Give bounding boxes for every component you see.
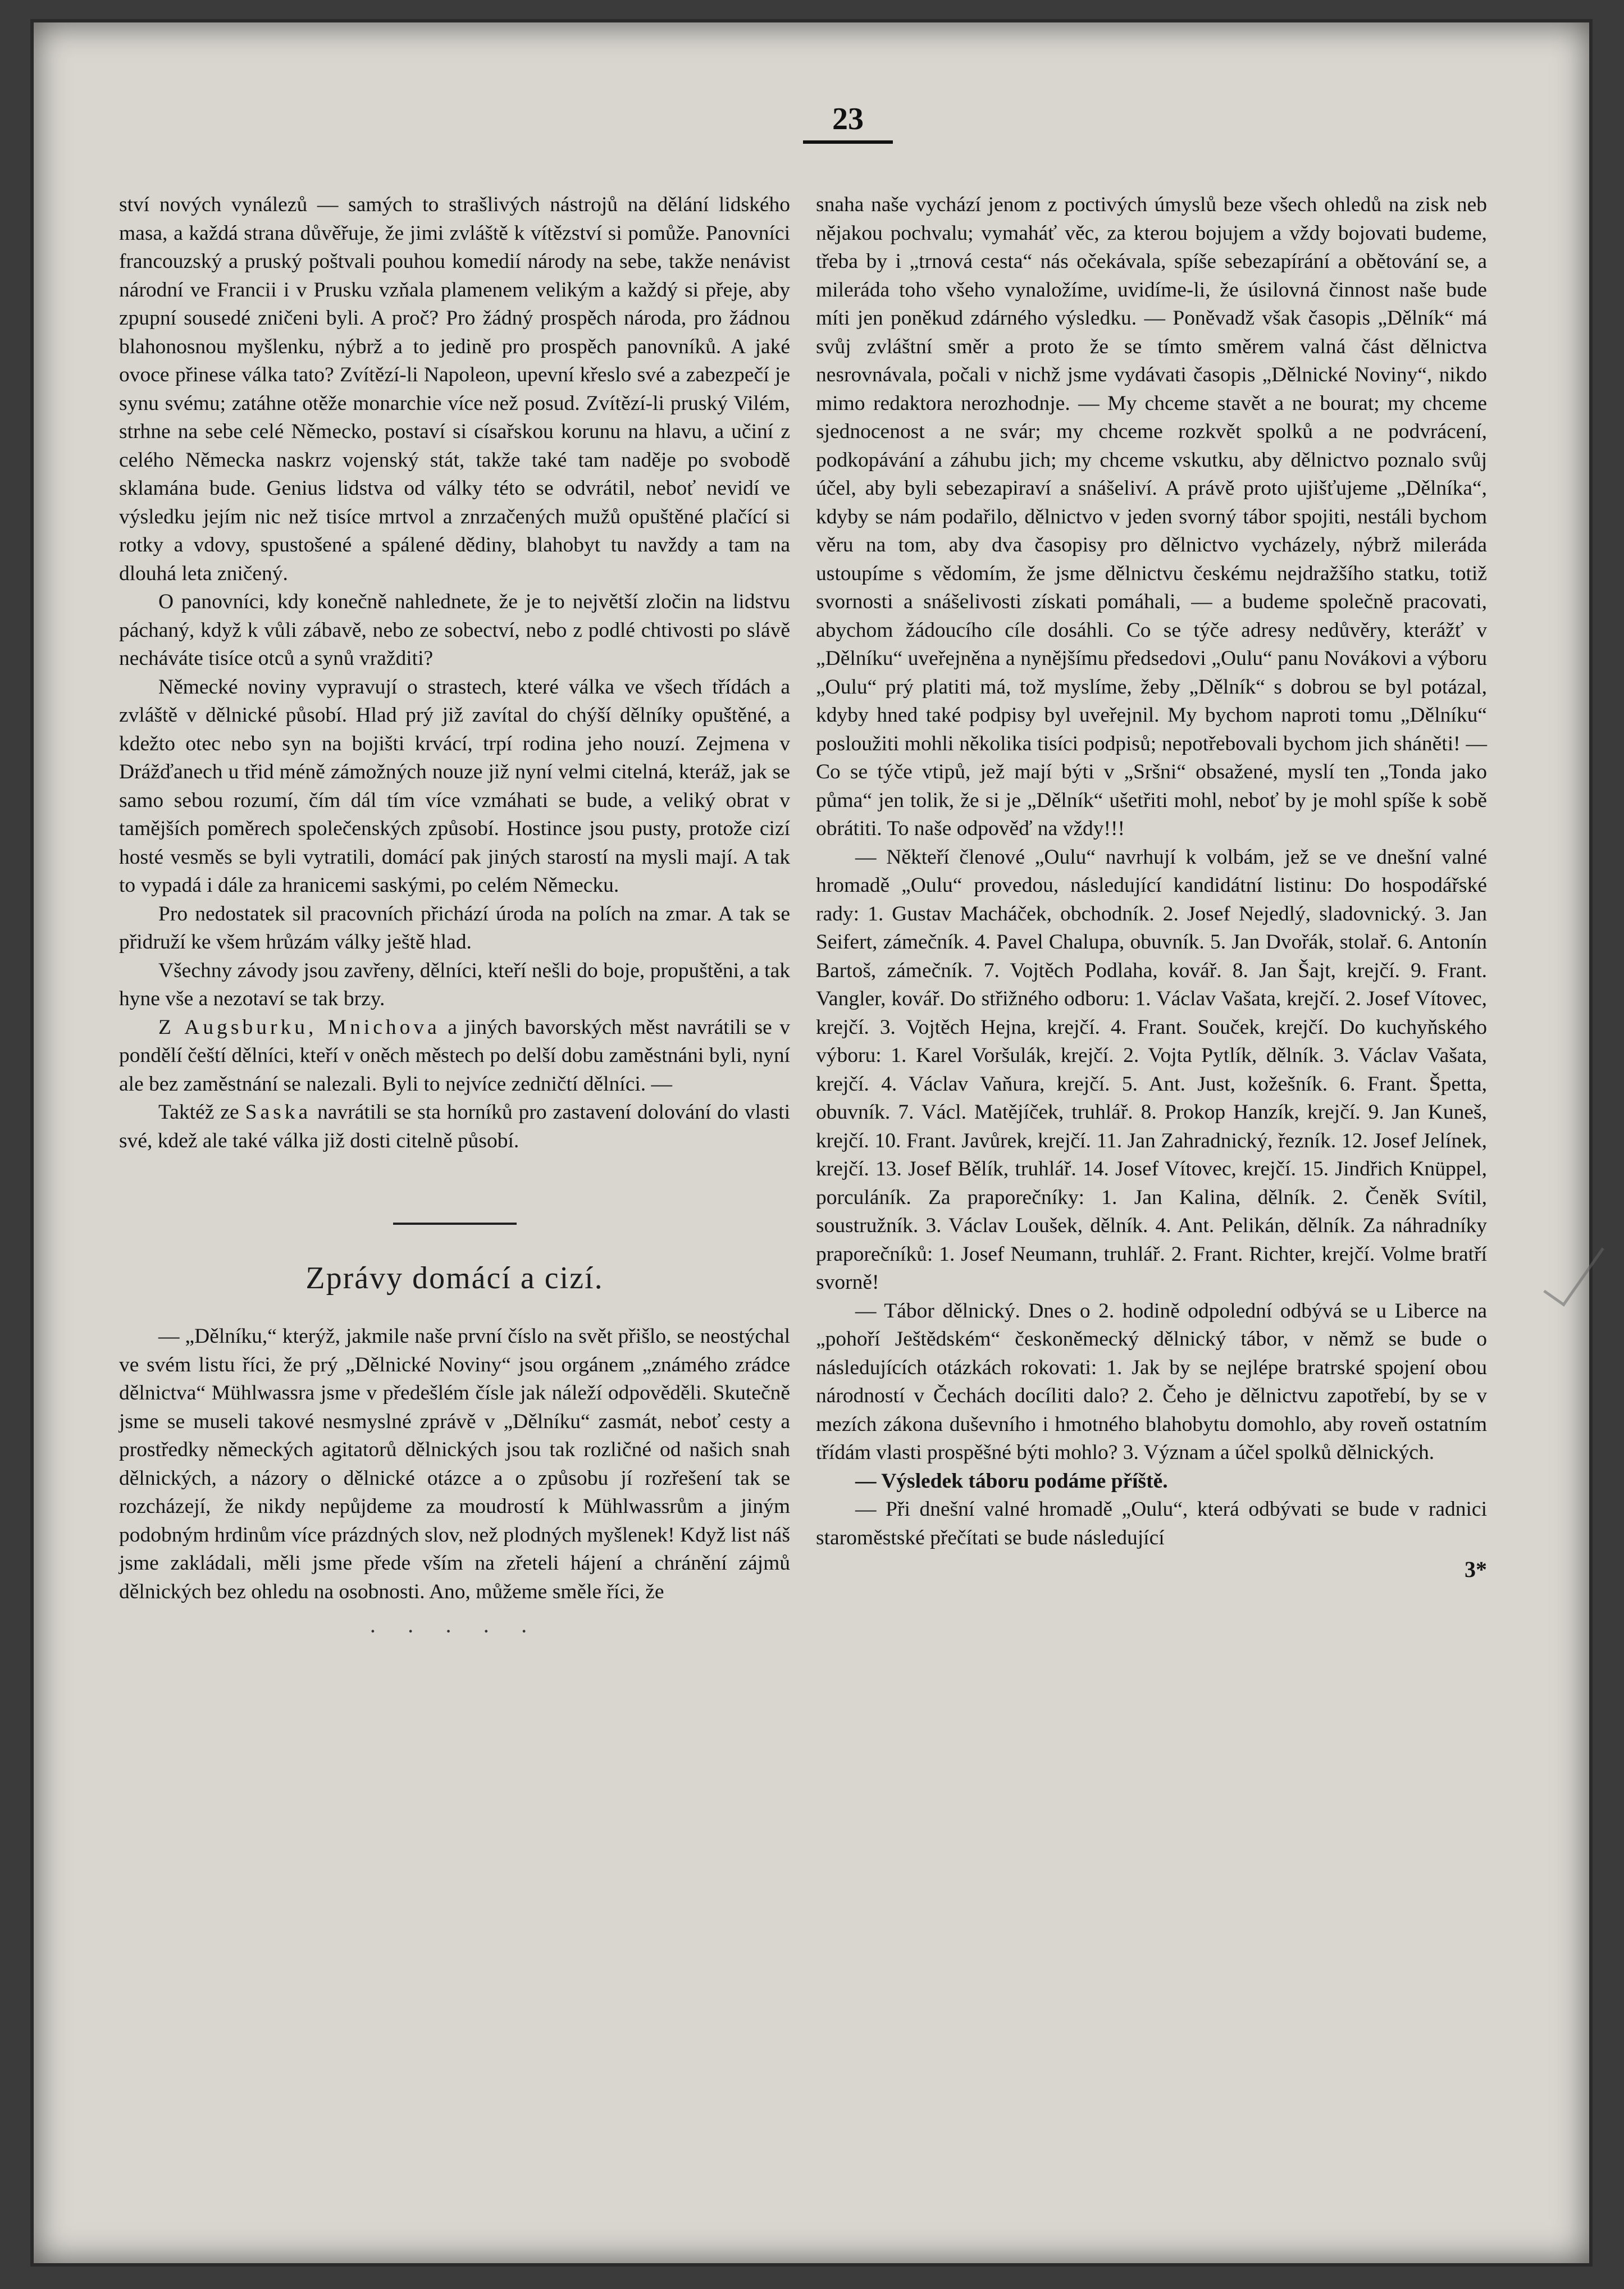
bavaria-rest: a jiných bavorských měst navrátili se v pondělí čeští dělníci, kteří v oněch městech po delší dobu zaměstnáni byli, nyní ale bez zaměstnání se nalezali. Byli to nejvíce zedničtí dělníci. —	[119, 1015, 790, 1096]
bavaria-paragraph	[119, 1014, 790, 1099]
factories-paragraph: Všechny závody jsou zavřeny, dělníci, kteří nešli do boje, propuštěni, a tak hyne vše a nezotaví se tak brzy.	[119, 959, 790, 1010]
section-title: Zprávy domácí a cizí.	[305, 1261, 604, 1296]
section-divider	[393, 1223, 517, 1225]
rally-result-paragraph: — Výsledek táboru podáme příště.	[855, 1469, 1168, 1493]
newspaper-page	[34, 22, 1589, 2263]
workers-rally-paragraph: — Tábor dělnický. Dnes o 2. hodině odpolední odbývá se u Liberce na „pohoří Ještědském“ českoněmecký dělnický tábor, v němž se bude o následujících otázkách rokovati: 1. Jak by se nejlépe bratrské spojení obou národností v Čechách docíliti dalo? 2. Čeho je dělnictvu zapotřebí, by se v mezích zákona duševního i hmotného blahobytu domohlo, aby roveň ostatním třídám vlasti prospěšné býti mohlo? 3. Význam a účel spolků dělnických.	[816, 1299, 1487, 1464]
page-number: 23	[803, 101, 893, 144]
sheet-signature: 3*	[1465, 1557, 1487, 1582]
pencil-check-mark	[1543, 1234, 1604, 1306]
bavaria-cities: Z Augsburku, Mnichova	[158, 1015, 440, 1039]
saxony-rest: navrátili se sta horníků pro zastavení dolování do vlasti své, kdež ale také válka již dosti citelně působí.	[119, 1101, 790, 1152]
left-column	[119, 191, 790, 1646]
german-news-paragraph: Německé noviny vypravují o strastech, které válka ve všech třídách a zvláště v dělnické působí. Hlad prý již zavítal do chýší dělníky opuštěné, a kdežto otec nebo syn na bojišti krvácí, trpí rodina jeho nouzí. Zejmena v Drážďanech u třid méně zámožných nouze již nyní velmi citelná, kteráž, jak se samo sebou rozumí, čím dál tím více vzmáhati se bude, a veliký obrat v tamějších poměrech společenských způsobí. Hostince jsou pusty, protože cizí hosté vesměs se byli vytratili, domácí pak jiných starostí na mysli mají. A tak to vypadá i dále za hranicemi saskými, po celém Německu.	[119, 675, 790, 897]
harvest-paragraph: Pro nedostatek sil pracovních přichází úroda na polích na zmar. A tak se přidruží ke všem hrůzám války ještě hlad.	[119, 902, 790, 954]
candidate-list-paragraph: — Někteří členové „Oulu“ navrhují k volbám, jež se ve dnešní valné hromadě „Oulu“ provedou, následující kandidátní listinu: Do hospodářské rady: 1. Gustav Macháček, obchodník. 2. Josef Nejedlý, sladovnický. 3. Jan Seifert, zámečník. 4. Pavel Chalupa, obuvník. 5. Jan Dvořák, stolař. 6. Antonín Bartoš, zámečník. 7. Vojtěch Podlaha, kovář. 8. Jan Šajt, krejčí. 9. Frant. Vangler, kovář. Do střižného odboru: 1. Václav Vašata, krejčí. 2. Josef Vítovec, krejčí. 3. Vojtěch Hejna, krejčí. 4. Frant. Souček, krejčí. Do kuchyňského výboru: 1. Karel Voršulák, krejčí. 2. Vojta Pytlík, dělník. 3. Václav Vašata, krejčí. 4. Václav Vaňura, krejčí. 5. Ant. Just, kožešník. 6. Frant. Špetta, obuvník. 7. Václ. Matějíček, truhlář. 8. Prokop Hanzík, krejčí. 9. Jan Kuneš, krejčí. 10. Frant. Javůrek, krejčí. 11. Jan Zahradnický, řezník. 12. Josef Jelínek, krejčí. 13. Josef Bělík, truhlář. 14. Josef Vítovec, krejčí. 15. Jindřich Knüppel, porculáník. Za praporečníky: 1. Jan Kalina, dělník. 2. Čeněk Svítil, soustružník. 3. Václav Loušek, dělník. 4. Ant. Pelikán, dělník. Za náhradníky praporečníků: 1. Josef Neumann, truhlář. 2. Frant. Richter, krejčí. Volme bratří svorně!	[816, 845, 1487, 1294]
saxony-paragraph	[119, 1098, 790, 1155]
right-column	[816, 191, 1487, 1584]
saxony-name: Saska	[245, 1101, 312, 1124]
delnik-reply-paragraph: — „Dělníku,“ kterýž, jakmile naše první číslo na svět přišlo, se neostýchal ve svém listu říci, že prý „Dělnické Noviny“ jsou orgánem „známého zrádce dělnictva“ Mühlwassra jsme v předešlém čísle jak náleží odpověděli. Skutečně jsme se museli takové nesmyslné zprávě v „Dělníku“ zasmát, neboť cesty a prostředky německých agitatorů dělnických jsou tak rozličné od našich snah dělnických, a názory o dělnické otázce a o způsobu jí rozřešení tak se rozcházejí, že nikdy nepůjdeme za moudrostí k Mühlwassrům a jiným podobným hrdinům více prázdných slov, než plodných myšlenek! Když list náš jsme zakládali, měli jsme přede vším na zřeteli hájení a chránění zájmů dělnických bez ohledu na osobnosti. Ano, můžeme směle říci, že	[119, 1325, 790, 1603]
war-inventions-paragraph: ství nových vynálezů — samých to strašlivých nástrojů na dělání lidského masa, a každá strana důvěřuje, že jimi zvláště k vítězství si pomůže. Panovníci francouzský a pruský poštvali pouhou komedií národy na sebe, takže nenávist národní ve Francii i v Prusku vzňala plamenem velikým a každý si přeje, aby zpupní sousedé zničeni byli. A proč? Pro žádný prospěch národa, pro žádnou blahonosnou myšlenku, nýbrž a to jedině pro prospěch panovníků. A jaké ovoce přinese válka tato? Zvítězí-li Napoleon, upevní křeslo své a zabezpečí je synu svému; zatáhne otěže monarchie více než posud. Zvítězí-li pruský Vilém, strhne na sebe celé Německo, postaví si císařskou korunu na hlavu, a učiní z celého Německa naskrz vojenský stát, takže také tam naděje po svobodě sklamána bude. Genius lidstva od války této se odvrátil, neboť nevidí ve výsledku jejím nic než tisíce mrtvol a znrzačených mužů opuštěné plačící si rotky a vdovy, spustošené a spálené dědiny, blahobyt tu navždy a tam na dlouhá leta zničený.	[119, 193, 790, 585]
dots-ornament: · · · · ·	[369, 1618, 540, 1644]
general-meeting-paragraph: — Při dnešní valné hromadě „Oulu“, která odbývati se bude v radnici staroměstské přečítati se bude následující	[816, 1498, 1487, 1549]
saxony-start: Taktéž ze	[158, 1101, 245, 1124]
rulers-paragraph: O panovníci, kdy konečně nahlednete, že je to největší zločin na lidstvu páchaný, když k vůli zábavě, nebo ze sobectví, nebo z podlé chtivosti po slávě necháváte tisíce otců a synů vražditi?	[119, 590, 790, 670]
reply-continuation-paragraph: snaha naše vychází jenom z poctivých úmyslů beze všech ohledů na zisk neb nějakou pochvalu; vymaháť věc, za kterou bojujem a vždy bojovati budeme, třeba by i „trnová cesta“ nás očekávala, spíše sebezapírání a obětování se, a mileráda toho všeho vynaložíme, uvidíme-li, že úsilovná činnost naše bude míti jen poněkud zdárného výsledku. — Poněvadž však časopis „Dělník“ má svůj zvláštní směr a proto že se tímto směrem valná část dělnictva nesrovnávala, počali v nichž jsme vydávati časopis „Dělnické Noviny“, nikdo mimo redaktora nerozhodnje. — My chceme stavět a ne bourat; my chceme sjednocenost a ne svár; my chceme rozkvět spolků a ne podvrácení, podkopávání a záhubu jich; my chceme vskutku, aby dělnictvo poznalo svůj účel, aby byli sebezapiraví a snášeliví. A právě proto ujišťujeme „Dělníka“, kdyby se nám podařilo, dělnictvo v jeden svorný tábor spojiti, nestáli bychom věru na tom, aby dva časopisy pro dělnictvo vycházely, nýbrž mileráda ustoupíme s vědomím, že jsme dělnictvu českému nejdražšího statku, totiž svornosti a snášelivosti získati pomáhali, — a budeme společně pracovati, abychom žádoucího cíle dosáhli. Co se týče adresy nedůvěry, kterážť v „Dělníku“ uveřejněna a nynějšímu předsedovi „Oulu“ panu Novákovi a výboru „Oulu“ prý platiti má, tož myslíme, žeby „Dělník“ s dobrou se byl potázal, kdyby hned také podpisy byl uveřejnil. My bychom naproti tomu „Dělníku“ posloužiti mohli několika tisíci podpisů; nepotřebovali bychom jich sháněti! — Co se týče vtipů, jež mají býti v „Sršni“ obsažené, myslí ten „Tonda jako půma“ jen tolik, že si je „Dělník“ ušetřiti mohl, neboť by je mohl spíše k sobě obrátiti. To naše odpověď na vždy!!!	[816, 193, 1487, 840]
